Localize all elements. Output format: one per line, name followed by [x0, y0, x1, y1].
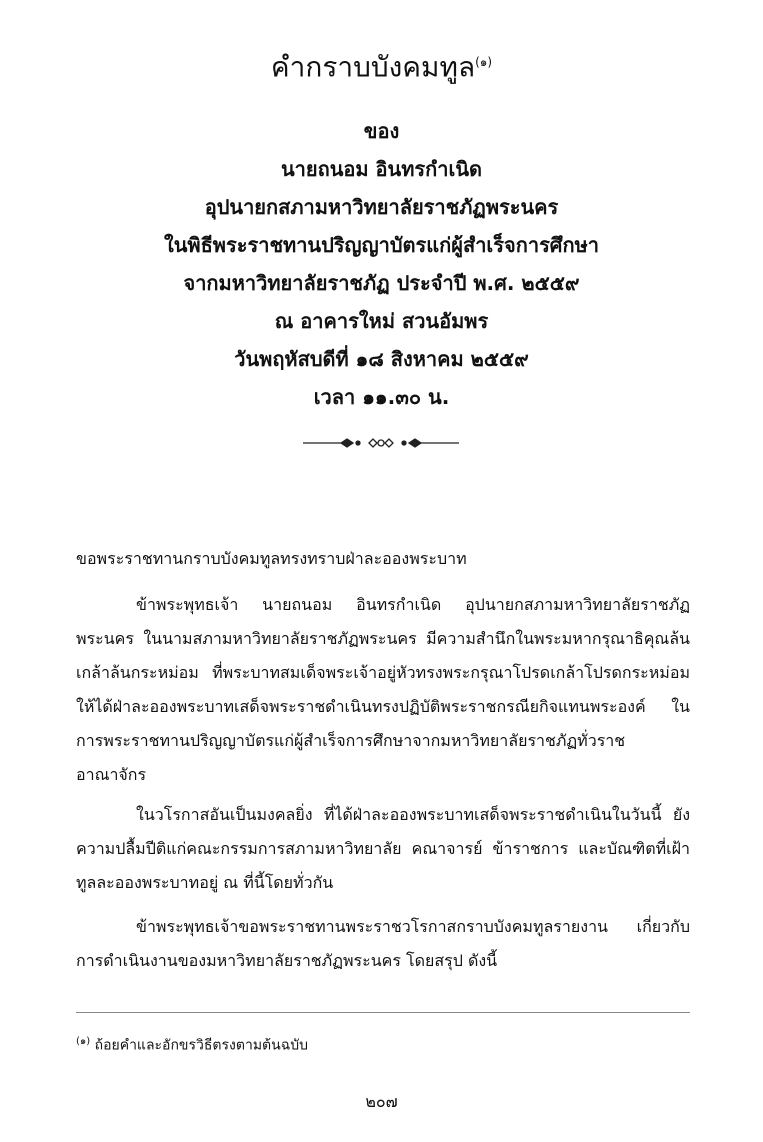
paragraph-2: ในวโรกาสอันเป็นมงคลยิ่ง ที่ได้ฝ่าละอองพระบาทเสด็จพระราชดำเนินในวันนี้ ยังความปลื้มปีติแก่คณะกรรมการสภามหาวิทยาลัย คณาจารย์ ข้าราชการ และบัณฑิตที่เฝ้าทูลละอองพระบาทอยู่ ณ ที่นี้โดยทั่วกัน	[76, 805, 690, 892]
footnote-marker: (๑)	[76, 1036, 91, 1047]
paragraph-3: ข้าพระพุทธเจ้าขอพระราชทานพระราชวโรกาสกราบบังคมทูลรายงาน เกี่ยวกับการดำเนินงานของมหาวิทยาลัยราชภัฏพระนคร โดยสรุป ดังนี้	[76, 917, 690, 970]
header-line-date: วันพฤหัสบดีที่ ๑๘ สิงหาคม ๒๕๕๙	[234, 347, 529, 371]
header-line-venue: ณ อาคารใหม่ สวนอัมพร	[274, 309, 489, 333]
header-line-speaker: นายถนอม อินทรกำเนิด	[280, 157, 482, 181]
paragraph-1: ข้าพระพุทธเจ้า นายถนอม อินทรกำเนิด อุปนายกสภามหาวิทยาลัยราชภัฏพระนคร ในนามสภามหาวิทยาลัยราชภัฏพระนคร มีความสำนึกในพระมหากรุณาธิคุณล้นเกล้าล้นกระหม่อม ที่พระบาทสมเด็จพระเจ้าอยู่หัวทรงพระกรุณาโปรดเกล้าโปรดกระหม่อม ให้ได้ฝ่าละอองพระบาทเสด็จพระราชดำเนินทรงปฏิบัติพระราชกรณียกิจแทนพระองค์ ในการพระราชทานปริญญาบัตรแก่ผู้สำเร็จการศึกษาจากมหาวิทยาลัยราชภัฏทั่วราชอาณาจักร	[76, 595, 690, 784]
header-line-position: อุปนายกสภามหาวิทยาลัยราชภัฏพระนคร	[204, 195, 559, 219]
footnote-text: ถ้อยคำและอักขรวิธีตรงตามต้นฉบับ	[94, 1037, 309, 1054]
ceremony-header	[0, 112, 763, 416]
title-footnote-marker: (๑)	[475, 55, 493, 69]
title-text: คำกราบบังคมทูล	[270, 50, 476, 84]
header-line-of: ของ	[363, 119, 400, 143]
header-line-ceremony: ในพิธีพระราชทานปริญญาบัตรแก่ผู้สำเร็จการศึกษา	[163, 233, 600, 257]
footnote	[76, 1031, 308, 1057]
page-title	[0, 42, 763, 87]
salutation: ขอพระราชทานกราบบังคมทูลทรงทราบฝ่าละอองพระบาท	[76, 549, 467, 568]
decorative-divider-icon	[301, 433, 461, 453]
footnote-divider	[76, 1012, 690, 1013]
header-line-time: เวลา ๑๑.๓๐ น.	[313, 385, 450, 409]
page-number: ๒๐๗	[365, 1092, 398, 1111]
header-line-year: จากมหาวิทยาลัยราชภัฏ ประจำปี พ.ศ. ๒๕๕๙	[183, 271, 580, 295]
